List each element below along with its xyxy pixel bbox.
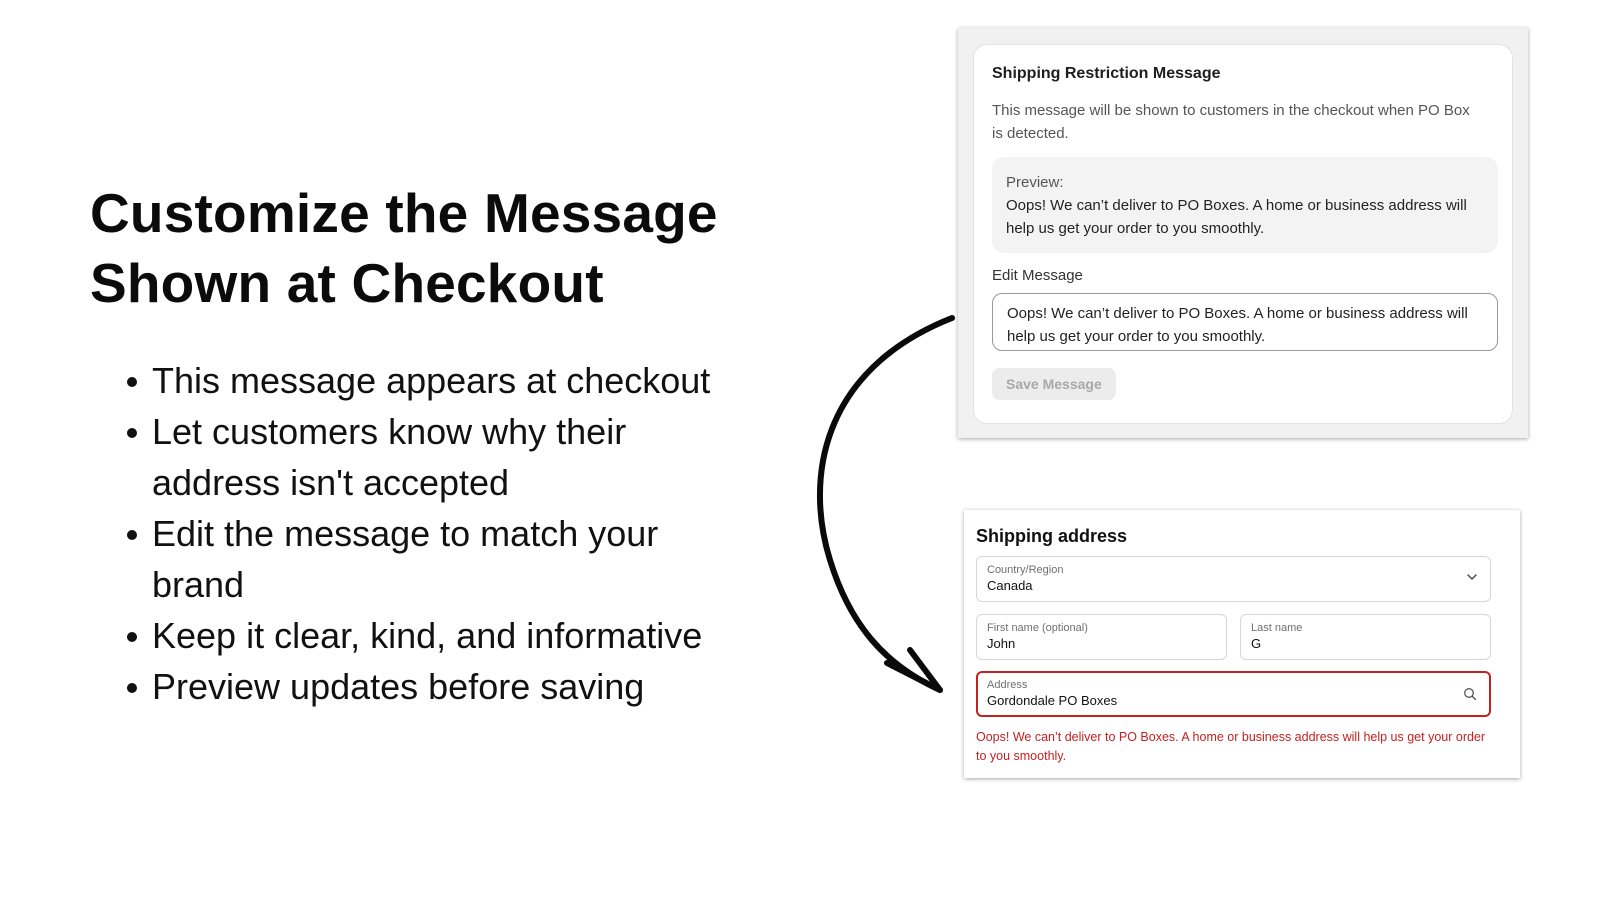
- headline-line-1: Customize the Message: [90, 182, 718, 244]
- first-name-value: John: [987, 636, 1016, 651]
- address-value: Gordondale PO Boxes: [987, 693, 1118, 708]
- address-field[interactable]: [976, 671, 1491, 717]
- last-name-value: G: [1251, 636, 1262, 651]
- edit-message-label: Edit Message: [992, 267, 1083, 284]
- feature-item: This message appears at checkout: [124, 355, 744, 406]
- country-select[interactable]: [976, 556, 1491, 602]
- card-title: Shipping Restriction Message: [992, 65, 1221, 82]
- address-error-message: Oops! We can’t deliver to PO Boxes. A home or business address will help us get your order to you smoothly.: [976, 730, 1486, 763]
- shipping-restriction-card: [973, 44, 1513, 424]
- message-preview: [992, 157, 1498, 253]
- edit-message-field[interactable]: Oops! We can’t deliver to PO Boxes. A home or business address will help us get your order to you smoothly.: [992, 293, 1498, 351]
- settings-screenshot: [958, 28, 1528, 438]
- address-label: Address: [987, 679, 1028, 691]
- checkout-screenshot: [964, 510, 1520, 778]
- first-name-label: First name (optional): [987, 622, 1088, 634]
- last-name-label: Last name: [1251, 622, 1303, 634]
- shipping-address-title: Shipping address: [976, 526, 1128, 546]
- country-label: Country/Region: [987, 564, 1064, 576]
- last-name-field[interactable]: [1240, 614, 1491, 660]
- card-description: This message will be shown to customers in the checkout when PO Box is detected.: [992, 102, 1470, 142]
- chevron-down-icon: [1466, 571, 1478, 583]
- feature-item: Edit the message to match your brand: [124, 508, 744, 610]
- feature-item: Preview updates before saving: [124, 661, 744, 712]
- first-name-field[interactable]: [976, 614, 1227, 660]
- save-message-button[interactable]: Save Message: [992, 368, 1116, 400]
- feature-item: Keep it clear, kind, and informative: [124, 610, 744, 661]
- search-icon[interactable]: [1463, 687, 1477, 701]
- feature-item: Let customers know why their address isn't accepted: [124, 406, 744, 508]
- preview-label: Preview:: [1006, 174, 1064, 191]
- country-value: Canada: [987, 578, 1033, 593]
- headline-line-2: Shown at Checkout: [90, 252, 604, 314]
- preview-text: Oops! We can’t deliver to PO Boxes. A home or business address will help us get your order to you smoothly.: [1006, 197, 1467, 237]
